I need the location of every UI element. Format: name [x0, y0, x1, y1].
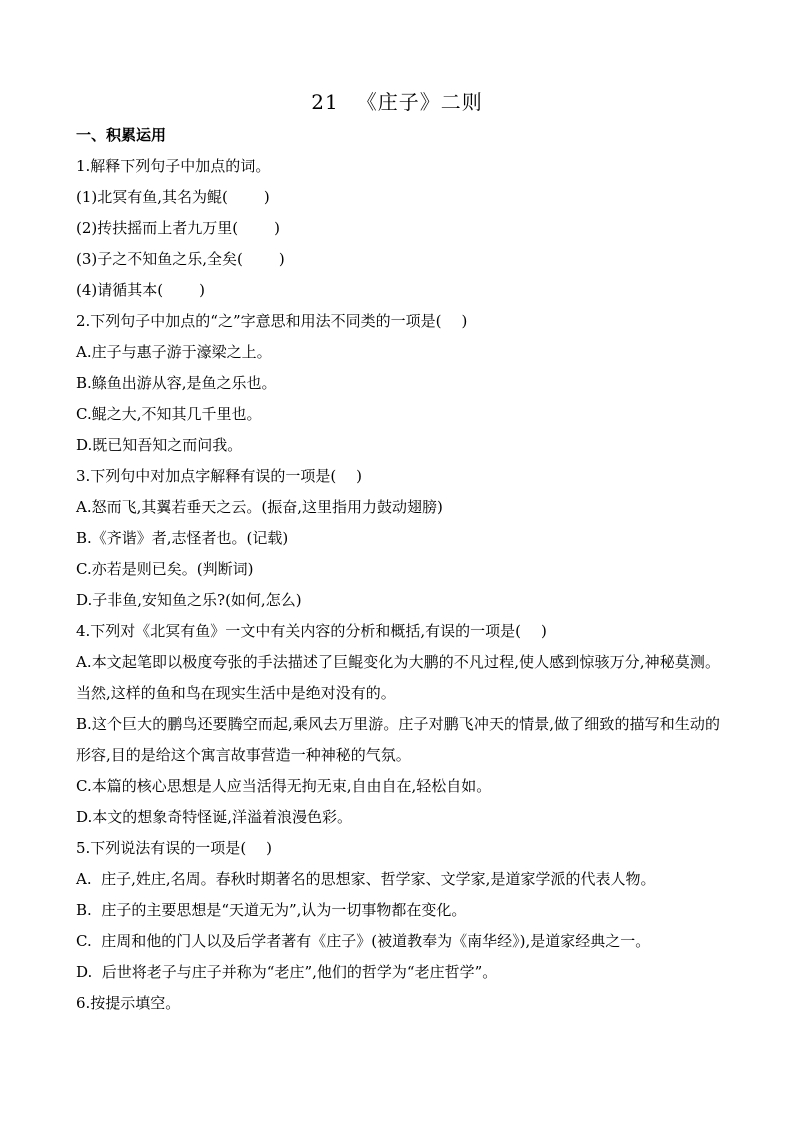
question-2-stem: 2.下列句子中加点的“之”字意思和用法不同类的一项是( ) [76, 312, 468, 330]
question-5-option-d: D. 后世将老子与庄子并称为“老庄”,他们的哲学为“老庄哲学”。 [76, 963, 498, 981]
section-heading: 一、积累运用 [76, 126, 167, 144]
question-4-option-d: D.本文的想象奇特怪诞,洋溢着浪漫色彩。 [76, 808, 353, 826]
question-3-option-d: D.子非鱼,安知鱼之乐?(如何,怎么) [76, 591, 302, 609]
question-1-stem: 1.解释下列句子中加点的词。 [76, 157, 271, 175]
question-3-stem: 3.下列句中对加点字解释有误的一项是( ) [76, 467, 363, 485]
question-2-option-b: B.鲦鱼出游从容,是鱼之乐也。 [76, 374, 277, 392]
lesson-title: 《庄子》二则 [356, 90, 483, 114]
question-5-stem: 5.下列说法有误的一项是( ) [76, 839, 273, 857]
question-4-option-a: A.本文起笔即以极度夸张的手法描述了巨鲲变化为大鹏的不凡过程,使人感到惊骇万分,神秘莫测。当然,这样的鱼和鸟在现实生活中是绝对没有的。 [76, 653, 720, 702]
question-1-item: (2)抟扶摇而上者九万里( ) [76, 219, 280, 237]
question-4-option-b: B.这个巨大的鹏鸟还要腾空而起,乘风去万里游。庄子对鹏飞冲天的情景,做了细致的描写和生动的形容,目的是给这个寓言故事营造一种神秘的气氛。 [76, 715, 720, 764]
page-title [0, 86, 794, 115]
question-2-option-d: D.既已知吾知之而问我。 [76, 436, 243, 454]
question-5-option-a: A. 庄子,姓庄,名周。春秋时期著名的思想家、哲学家、文学家,是道家学派的代表人物。 [76, 870, 656, 888]
question-1-item: (4)请循其本( ) [76, 281, 205, 299]
question-content [76, 120, 720, 1019]
question-3-option-c: C.亦若是则已矣。(判断词) [76, 560, 254, 578]
question-4-stem: 4.下列对《北冥有鱼》一文中有关内容的分析和概括,有误的一项是( ) [76, 622, 547, 640]
question-4-option-c: C.本篇的核心思想是人应当活得无拘无束,自由自在,轻松自如。 [76, 777, 492, 795]
question-3-option-a: A.怒而飞,其翼若垂天之云。(振奋,这里指用力鼓动翅膀) [76, 498, 443, 516]
question-2-option-a: A.庄子与惠子游于濠梁之上。 [76, 343, 272, 361]
question-2-option-c: C.鲲之大,不知其几千里也。 [76, 405, 262, 423]
question-3-option-b: B.《齐谐》者,志怪者也。(记载) [76, 529, 289, 547]
lesson-number: 21 [311, 90, 339, 114]
question-5-option-b: B. 庄子的主要思想是“天道无为”,认为一切事物都在变化。 [76, 901, 467, 919]
question-6-stem: 6.按提示填空。 [76, 994, 181, 1012]
question-1-item: (1)北冥有鱼,其名为鲲( ) [76, 188, 270, 206]
question-5-option-c: C. 庄周和他的门人以及后学者著有《庄子》(被道教奉为《南华经》),是道家经典之一。 [76, 932, 651, 950]
question-1-item: (3)子之不知鱼之乐,全矣( ) [76, 250, 285, 268]
